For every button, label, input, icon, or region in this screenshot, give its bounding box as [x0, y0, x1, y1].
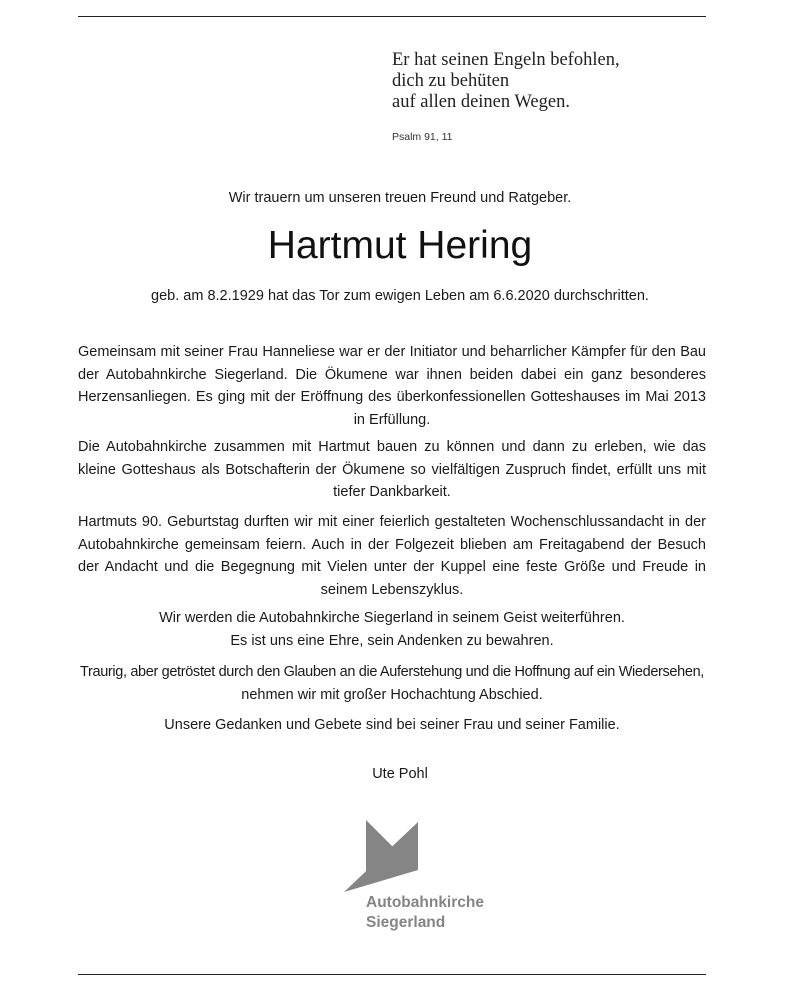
- closing-line-5: Unsere Gedanken und Gebete sind bei seiner Frau und seiner Familie.: [164, 717, 620, 733]
- logo-right-wing: [344, 822, 418, 892]
- autobahnkirche-logo-icon: [342, 818, 422, 894]
- closing-line-4: nehmen wir mit großer Hochachtung Abschied.: [241, 686, 543, 703]
- verse-reference: Psalm 91, 11: [392, 131, 453, 143]
- verse-line-2: dich zu behüten: [392, 71, 510, 91]
- paragraph-3: Hartmuts 90. Geburtstag durften wir mit einer feierlich gestalteten Wochenschlussandacht in der Autobahnkirche gemeinsam feiern. Auch in der Folgezeit blieben am Freitagabend der Besuch der Andacht und die Begegnung mit Vielen unter der Kuppel eine feste Größe und Freude in seinem Lebenszyklus.: [78, 514, 706, 598]
- closing-line-2: Es ist uns eine Ehre, sein Andenken zu bewahren.: [230, 632, 554, 649]
- signature: Ute Pohl: [372, 766, 428, 782]
- bottom-rule: [78, 974, 706, 975]
- deceased-name: Hartmut Hering: [267, 224, 533, 267]
- closing-line-1: Wir werden die Autobahnkirche Siegerland in seinem Geist weiterführen.: [159, 610, 625, 626]
- closing-paragraph-3: [78, 714, 706, 737]
- intro-line: Wir trauern um unseren treuen Freund und Ratgeber.: [228, 190, 572, 206]
- life-dates: geb. am 8.2.1929 hat das Tor zum ewigen Leben am 6.6.2020 durchschritten.: [151, 288, 649, 304]
- verse-line-1: Er hat seinen Engeln befohlen,: [392, 50, 620, 70]
- top-rule: [78, 16, 706, 17]
- bible-verse: [392, 50, 620, 113]
- logo-text-line-1: Autobahnkirche: [366, 894, 484, 911]
- logo-text-line-2: Siegerland: [366, 914, 446, 931]
- verse-line-3: auf allen deinen Wegen.: [392, 92, 570, 112]
- paragraph-2: Die Autobahnkirche zusammen mit Hartmut bauen zu können und dann zu erleben, wie das kleine Gotteshaus als Botschafterin der Ökumene so vielfältigen Zuspruch findet, erfüllt uns mit tiefer Dankbarkeit.: [78, 439, 706, 500]
- closing-paragraph-2: [78, 661, 706, 706]
- closing-line-3: Traurig, aber getröstet durch den Glauben an die Auferstehung und die Hoffnung auf ein Wiedersehen,: [80, 664, 704, 680]
- logo-wordmark: [366, 893, 484, 933]
- paragraph-1: Gemeinsam mit seiner Frau Hanneliese war er der Initiator und beharrlicher Kämpfer für den Bau der Autobahnkirche Siegerland. Die Ökumene war ihnen beiden dabei ein ganz besonderes Herzensanliegen. Es ging mit der Eröffnung des überkonfessionellen Gotteshauses im Mai 2013 in Erfüllung.: [78, 344, 706, 428]
- closing-paragraph-1: [78, 607, 706, 652]
